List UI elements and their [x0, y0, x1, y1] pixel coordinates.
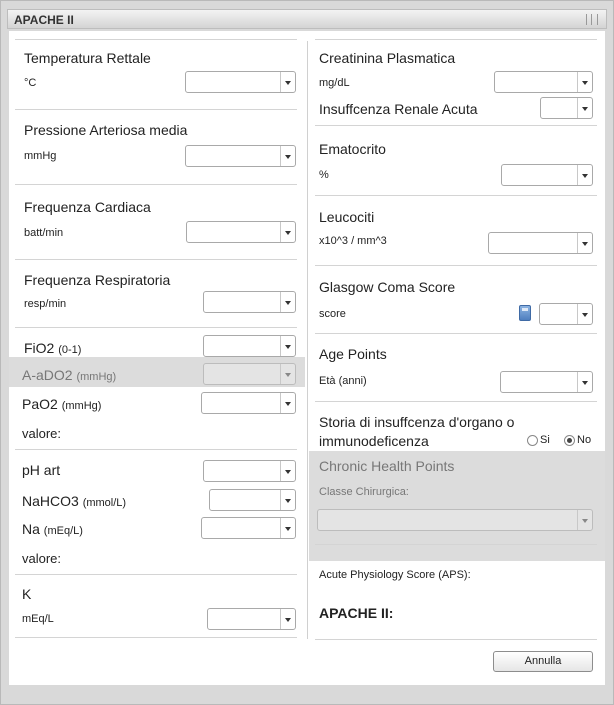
surgery-class-select: [317, 509, 593, 531]
column-divider: [307, 41, 308, 639]
hct-select[interactable]: [501, 164, 593, 186]
chevron-down-icon: [280, 461, 295, 481]
na-select[interactable]: [201, 517, 296, 539]
age-unit: Età (anni): [319, 375, 367, 387]
gcs-unit: score: [319, 308, 346, 320]
chevron-down-icon: [577, 304, 592, 324]
na-label: Na (mEq/L): [22, 521, 83, 537]
chevron-down-icon: [577, 98, 592, 118]
fio2-select[interactable]: [203, 335, 296, 357]
gcs-select[interactable]: [539, 303, 593, 325]
rr-label: Frequenza Respiratoria: [24, 272, 171, 288]
chevron-down-icon: [577, 372, 592, 392]
calculator-icon[interactable]: [519, 305, 531, 321]
hct-label: Ematocrito: [319, 141, 386, 157]
chevron-down-icon: [280, 72, 295, 92]
chevron-down-icon: [577, 510, 592, 530]
gcs-label: Glasgow Coma Score: [319, 279, 456, 295]
chevron-down-icon: [280, 518, 295, 538]
map-label: Pressione Arteriosa media: [24, 122, 188, 138]
temp-label: Temperatura Rettale: [24, 50, 151, 66]
creat-select[interactable]: [494, 71, 593, 93]
wbc-unit: x10^3 / mm^3: [319, 235, 387, 247]
hco3-select[interactable]: [209, 489, 296, 511]
k-select[interactable]: [207, 608, 296, 630]
map-select[interactable]: [185, 145, 296, 167]
hr-select[interactable]: [186, 221, 296, 243]
history-radio-si-label: Si: [540, 434, 550, 446]
rr-select[interactable]: [203, 291, 296, 313]
chevron-down-icon: [577, 72, 592, 92]
form-panel: [9, 31, 605, 685]
chevron-down-icon: [280, 609, 295, 629]
acid-value-label: valore:: [22, 551, 62, 566]
title-bar: [7, 9, 607, 29]
resize-grip-icon[interactable]: [586, 14, 598, 25]
rr-unit: resp/min: [24, 298, 67, 310]
cancel-button[interactable]: Annulla: [493, 651, 593, 672]
apache-score-label: APACHE II:: [319, 605, 394, 621]
creat-unit: mg/dL: [319, 77, 350, 89]
chevron-down-icon: [280, 393, 295, 413]
chevron-down-icon: [280, 222, 295, 242]
chevron-down-icon: [577, 165, 592, 185]
surgery-class-label: Classe Chirurgica:: [319, 486, 409, 498]
hco3-label: NaHCO3 (mmol/L): [22, 493, 127, 509]
hct-unit: %: [319, 169, 329, 181]
window-title: APACHE II: [14, 13, 74, 27]
k-unit: mEq/L: [22, 613, 54, 625]
aps-label: Acute Physiology Score (APS):: [319, 569, 471, 581]
k-label: K: [22, 586, 32, 602]
temp-unit: °C: [24, 77, 37, 89]
creat-label: Creatinina Plasmatica: [319, 50, 456, 66]
ph-label: pH art: [22, 462, 61, 478]
oxy-value-label: valore:: [22, 426, 62, 441]
ph-select[interactable]: [203, 460, 296, 482]
arf-label: Insuffcenza Renale Acuta: [319, 101, 478, 117]
hr-label: Frequenza Cardiaca: [24, 199, 151, 215]
history-label-line1: Storia di insuffcenza d'organo o: [319, 414, 515, 430]
chronic-label: Chronic Health Points: [319, 458, 455, 474]
aado2-label: A-aDO2 (mmHg): [22, 367, 117, 383]
history-radio-no[interactable]: [564, 435, 575, 446]
arf-select[interactable]: [540, 97, 593, 119]
wbc-label: Leucociti: [319, 209, 375, 225]
history-radio-no-label: No: [577, 434, 592, 446]
history-label-line2: immunodeficenza: [319, 433, 429, 449]
temp-select[interactable]: [185, 71, 296, 93]
wbc-select[interactable]: [488, 232, 593, 254]
pao2-select[interactable]: [201, 392, 296, 414]
aado2-select: [203, 363, 296, 385]
pao2-label: PaO2 (mmHg): [22, 396, 102, 412]
fio2-label: FiO2 (0-1): [24, 340, 82, 356]
chevron-down-icon: [280, 146, 295, 166]
chevron-down-icon: [280, 364, 295, 384]
age-select[interactable]: [500, 371, 593, 393]
age-label: Age Points: [319, 346, 387, 362]
hr-unit: batt/min: [24, 227, 64, 239]
chevron-down-icon: [577, 233, 592, 253]
map-unit: mmHg: [24, 150, 57, 162]
chevron-down-icon: [280, 490, 295, 510]
chevron-down-icon: [280, 336, 295, 356]
chevron-down-icon: [280, 292, 295, 312]
history-radio-si[interactable]: [527, 435, 538, 446]
